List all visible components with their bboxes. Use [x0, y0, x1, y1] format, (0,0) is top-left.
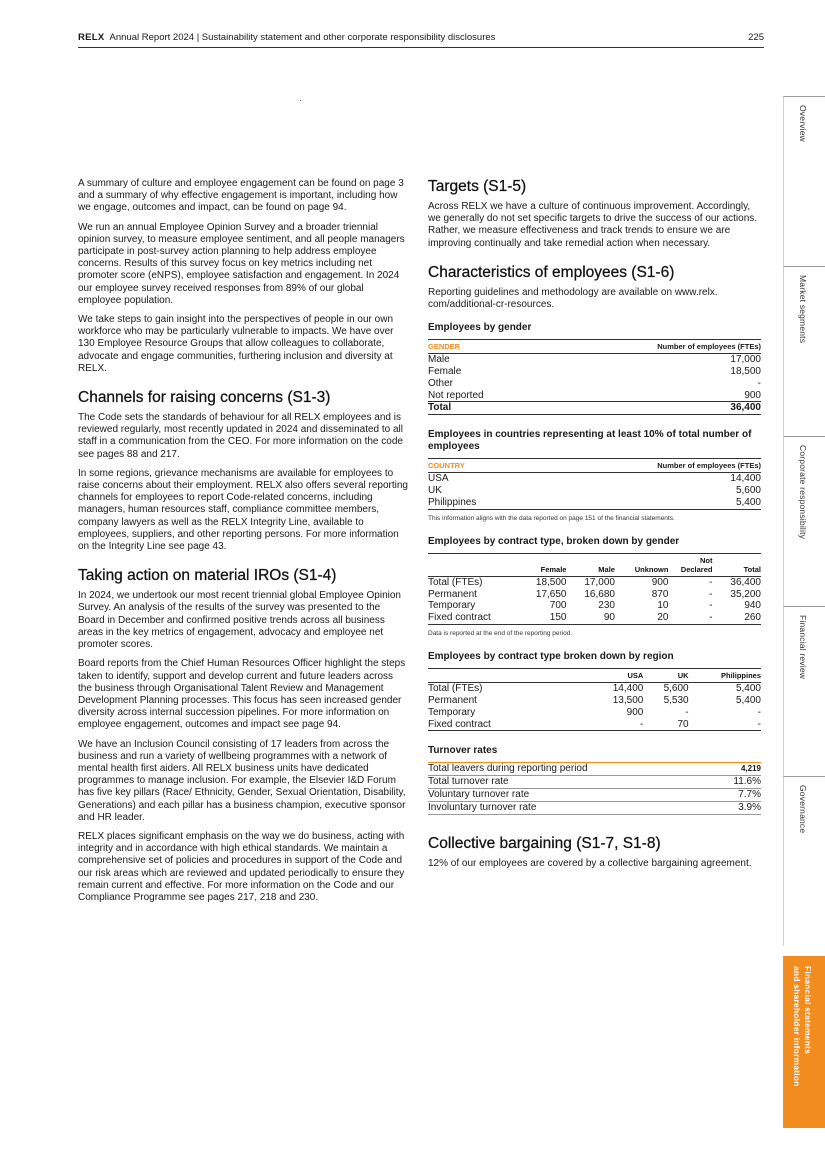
- table-row: [428, 378, 761, 390]
- row-label: Temporary: [428, 600, 476, 612]
- empty-header: [428, 553, 518, 576]
- action-paragraph-4: RELX places significant emphasis on the way we do business, acting with integrity and in accordance with high ethical standards. We maintain a comprehensive set of policies and procedures in support of the Code and our risk areas which are reviewed and updated periodically to ensure they remain current and effective. For more information on the Code and our Compliance Programme see pages 217, 218 and 230.: [78, 830, 405, 903]
- cell: 18,500: [535, 576, 567, 588]
- cell: -: [709, 600, 713, 612]
- table-row: [428, 473, 761, 485]
- channels-paragraph-1: The Code sets the standards of behaviour for all RELX employees and is reviewed regularly, most recently updated in 2024 and disseminated to all staff in a communication from the CEO. For more information on the code see pages 88 and 217.: [78, 412, 403, 460]
- col-philippines: Philippines: [689, 669, 761, 683]
- cell: -: [588, 719, 643, 731]
- row-value: 5,400: [534, 497, 761, 509]
- row-label: Total (FTEs): [428, 576, 483, 588]
- col-male: Male: [566, 553, 614, 576]
- characteristics-heading: Characteristics of employees (S1-6): [428, 263, 675, 281]
- cell: -: [689, 719, 761, 731]
- total-value: 36,400: [544, 402, 761, 415]
- col-unknown: Unknown: [615, 553, 669, 576]
- cell: 17,650: [535, 588, 567, 600]
- cell: -: [685, 706, 689, 718]
- table-row: [428, 707, 761, 719]
- row-label: Philippines: [428, 497, 534, 509]
- report-title: Annual Report 2024 | Sustainability statement and other corporate responsibility disclosures: [109, 32, 496, 43]
- cell: 260: [712, 612, 761, 624]
- turnover-title: Turnover rates: [428, 745, 498, 757]
- row-value: -: [757, 377, 761, 389]
- collective-text: 12% of our employees are covered by a collective bargaining agreement.: [428, 857, 752, 869]
- cell: 14,400: [612, 683, 644, 695]
- cell: 5,600: [663, 683, 689, 695]
- gender-table: [428, 339, 761, 415]
- channels-heading: Channels for raising concerns (S1-3): [78, 389, 331, 407]
- cell: 5,530: [663, 694, 689, 706]
- table-row: [428, 497, 761, 509]
- cell: 13,500: [612, 694, 644, 706]
- cell: 70: [643, 719, 688, 731]
- tab-overview-label: Overview: [798, 105, 808, 143]
- row-label: USA: [428, 473, 449, 485]
- gender-table-title: Employees by gender: [428, 322, 532, 334]
- country-col-label: COUNTRY: [428, 459, 534, 473]
- row-value: 18,500: [730, 366, 761, 378]
- gender-col-label: GENDER: [428, 340, 544, 354]
- cell: 35,200: [730, 588, 761, 600]
- intro-paragraph-2: We run an annual Employee Opinion Survey and a broader triennial opinion survey, to measure employee sentiment, and all people managers participate in post-survey action planning to help address employee concerns. Results of this survey focus on key metrics including net promoter score (eNPS), employee satisfaction and engagement. In 2024 our employee survey received responses from 89% of our global employee population.: [78, 221, 405, 306]
- table-row: [428, 485, 761, 497]
- row-label: Other: [428, 377, 454, 389]
- tab-financial-review-label: Financial review: [798, 615, 808, 680]
- table-row: [428, 801, 761, 814]
- cell: 900: [626, 706, 644, 718]
- table-row: [428, 776, 761, 789]
- contract-region-title: Employees by contract type broken down by region: [428, 651, 674, 663]
- row-label: Temporary: [428, 706, 476, 718]
- table-row: [428, 719, 761, 731]
- channels-paragraph-2: In some regions, grievance mechanisms are available for employees to raise concerns about their employment. RELX also offers several reporting channels for employees to report Code-related concerns, including managers, human resources staff, compliance committee members, company lawyers as well as the RELX Integrity Line, available to employees, suppliers, and other reporting persons. For more information on the Integrity Line see page 43.: [78, 467, 408, 553]
- action-paragraph-3: We have an Inclusion Council consisting of 17 leaders from across the business and run a variety of wellbeing programmes with a network of mental health first aiders. All RELX business units have dedicated programmes to manage inclusion. For example, the Elsevier I&D Forum has five key pillars (Race/ Ethnicity, Gender, Sexual Orientation, Disability, Generations) and each pillar has a business champion, executive sponsor and HR leader.: [78, 738, 406, 823]
- table-row: [428, 576, 761, 588]
- page-number: 225: [748, 32, 764, 43]
- total-label: Total: [428, 402, 544, 415]
- cell: 900: [651, 576, 669, 588]
- table-row: [428, 763, 761, 776]
- tab-overview[interactable]: [783, 96, 825, 266]
- row-label: Voluntary turnover rate: [428, 788, 712, 801]
- tab-governance-label: Governance: [798, 785, 808, 834]
- col-female: Female: [518, 553, 566, 576]
- row-label: Male: [428, 354, 450, 366]
- contract-gender-title: Employees by contract type, broken down by gender: [428, 535, 680, 547]
- tab-financial-statements-label: Financial statements and shareholder information: [792, 966, 813, 1087]
- table-row: [428, 390, 761, 402]
- turnover-table: [428, 762, 761, 814]
- page-header: [78, 31, 764, 48]
- empty-header: [428, 669, 588, 683]
- row-value: 900: [544, 390, 761, 402]
- cell: 36,400: [730, 576, 761, 588]
- row-label: Not reported: [428, 390, 544, 402]
- action-paragraph-1: In 2024, we undertook our most recent triennial global Employee Opinion Survey. An analysis of the results of the survey was presented to the Board in December and confirmed positive trends across all business areas in the key metrics of engagement, advocacy and employee net promoter scores.: [78, 590, 401, 651]
- country-col-value: Number of employees (FTEs): [534, 459, 761, 473]
- cell: -: [709, 588, 713, 600]
- country-table-title: Employees in countries representing at least 10% of total number of employees: [428, 429, 752, 453]
- cell: -: [757, 706, 761, 718]
- cell: -: [709, 576, 713, 588]
- row-label: UK: [428, 485, 442, 496]
- row-label: Permanent: [428, 588, 477, 600]
- table-row: [428, 788, 761, 801]
- cell: 10: [657, 600, 669, 612]
- cell: 5,400: [735, 683, 761, 695]
- action-paragraph-2: Board reports from the Chief Human Resources Officer highlight the steps taken to identify, support and develop current and future leaders across the business through Organisational Talent Review and Management Development Planning processes. This focus has seen increased gender diversity across internal succession pipelines. For more information on employee engagement, outcomes and impact see page 94.: [78, 658, 406, 731]
- row-value: 11.6%: [712, 776, 761, 789]
- row-label: Total turnover rate: [428, 776, 712, 789]
- tab-corporate-responsibility[interactable]: [783, 436, 825, 606]
- cell: 20: [615, 612, 669, 624]
- stray-dot: [300, 100, 301, 101]
- cell: 150: [518, 612, 566, 624]
- cell: 940: [744, 600, 761, 612]
- tab-corporate-responsibility-label: Corporate responsibility: [798, 445, 808, 540]
- gender-col-value: Number of employees (FTEs): [544, 340, 761, 354]
- targets-text: Across RELX we have a culture of continuous improvement. Accordingly, we generally do not set specific targets to drive the success of our actions. Rather, we measure effectiveness and track trends to ensure we are improving continually and take remedial action when necessary.: [428, 201, 758, 249]
- row-label: Total (FTEs): [428, 683, 483, 695]
- tab-financial-review[interactable]: [783, 606, 825, 776]
- row-value: 14,400: [730, 473, 761, 485]
- row-label: Involuntary turnover rate: [428, 801, 712, 814]
- tab-financial-statements[interactable]: [783, 956, 825, 1128]
- row-label: Fixed contract: [428, 719, 588, 731]
- collective-heading: Collective bargaining (S1-7, S1-8): [428, 834, 661, 852]
- intro-paragraph-3: We take steps to gain insight into the perspectives of people in our own workforce who may be particularly vulnerable to impacts. We have over 130 Employee Resource Groups that allow colleagues to collaborate, advocate and engage communities, furthering inclusion and diversity at RELX.: [78, 314, 394, 374]
- row-value: 4,219: [712, 763, 761, 776]
- table-row: [428, 354, 761, 366]
- col-usa: USA: [588, 669, 643, 683]
- cell: 870: [651, 588, 669, 600]
- tab-governance[interactable]: [783, 776, 825, 946]
- row-value: 17,000: [730, 354, 761, 366]
- row-label: Fixed contract: [428, 612, 518, 624]
- cell: 230: [598, 600, 615, 612]
- right-column: [428, 178, 761, 877]
- row-label: Permanent: [428, 694, 477, 706]
- cell: 90: [566, 612, 614, 624]
- table-row: [428, 695, 761, 707]
- col-not-declared: Not Declared: [668, 553, 712, 576]
- row-value: 7.7%: [712, 788, 761, 801]
- action-heading: Taking action on material IROs (S1-4): [78, 567, 337, 585]
- cell: 700: [549, 600, 567, 612]
- cell: 16,680: [584, 588, 615, 600]
- row-label: Female: [428, 366, 462, 378]
- country-table-note: This information aligns with the data reported on page 151 of the financial statements.: [428, 514, 675, 522]
- targets-heading: Targets (S1-5): [428, 178, 527, 195]
- cell: 5,400: [735, 694, 761, 706]
- brand-name: RELX: [78, 32, 105, 43]
- table-row: [428, 612, 761, 624]
- contract-gender-note: Data is reported at the end of the reporting period.: [428, 629, 573, 637]
- cell: -: [668, 612, 712, 624]
- tab-market-segments-label: Market segments: [798, 275, 808, 344]
- cell: 17,000: [584, 576, 615, 588]
- table-row: [428, 683, 761, 695]
- contract-region-table: [428, 668, 761, 731]
- contract-gender-table: [428, 553, 761, 625]
- table-row: [428, 366, 761, 378]
- country-table: [428, 458, 761, 509]
- intro-paragraph-1: A summary of culture and employee engagement can be found on page 3 and a summary of why effective engagement is important, including how we engage, outcomes and impact, can be found on page 94.: [78, 178, 404, 214]
- col-total: Total: [712, 553, 761, 576]
- tab-market-segments[interactable]: [783, 266, 825, 436]
- col-uk: UK: [643, 669, 688, 683]
- left-column: [78, 178, 408, 911]
- table-row: [428, 589, 761, 601]
- row-value: 3.9%: [712, 801, 761, 814]
- table-row: [428, 600, 761, 612]
- table-total-row: [428, 402, 761, 415]
- row-label: Total leavers during reporting period: [428, 763, 712, 776]
- row-value: 5,600: [735, 485, 761, 496]
- characteristics-text: Reporting guidelines and methodology are available on www.relx. com/additional-cr-resources.: [428, 286, 718, 311]
